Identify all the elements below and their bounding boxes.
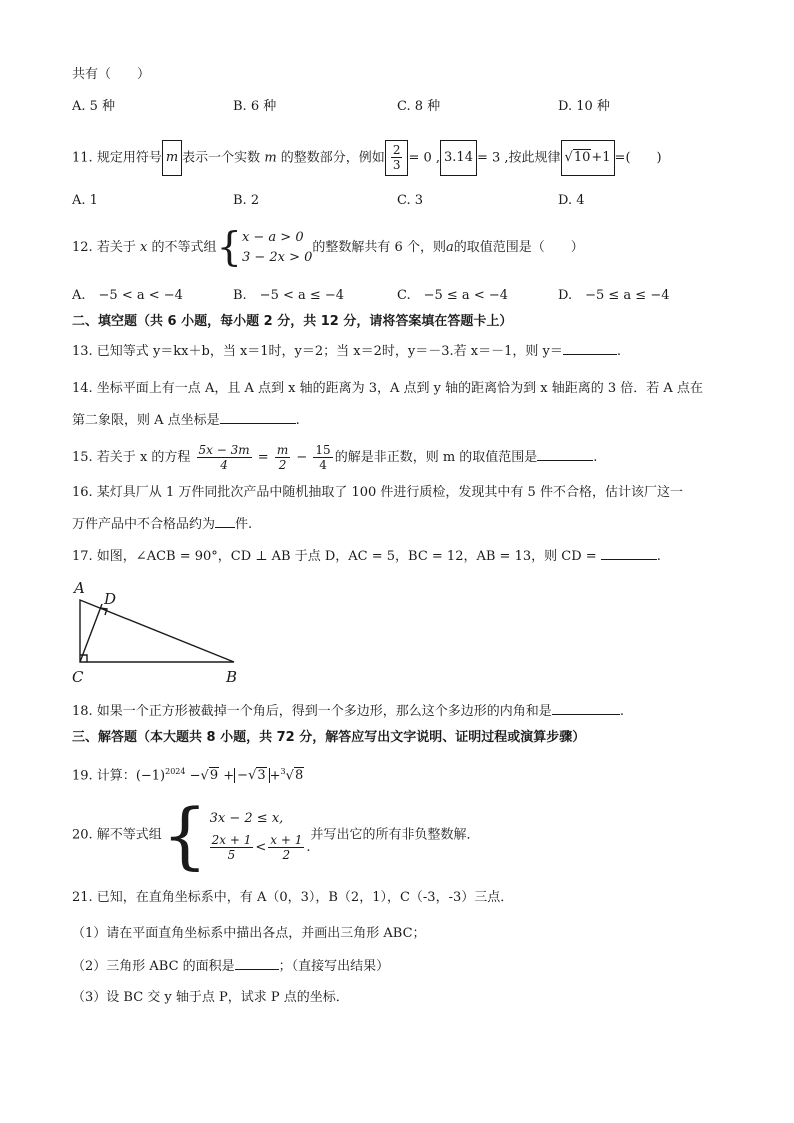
q17-stem: 17. 如图，∠ACB = 90°，CD ⊥ AB 于点 D，AC = 5，BC = 12，AB = 13，则 CD = — [72, 549, 597, 564]
q19-plus1: + — [223, 768, 235, 784]
q11-option-b: B. 2 — [233, 193, 260, 208]
q20-frac2-den: 2 — [282, 847, 291, 862]
q15-frac3-den: 4 — [319, 458, 327, 472]
q21-sub1: （1）请在平面直角坐标系中描出各点，并画出三角形 ABC； — [72, 926, 426, 941]
q19-plus2: + — [269, 768, 281, 784]
q21-answer-blank — [235, 957, 279, 970]
q19-exponent: 2024 — [165, 767, 186, 776]
q11-option-d: D. 4 — [558, 193, 585, 208]
q11-stem — [72, 140, 662, 176]
q20-frac1-num: 2x + 1 — [211, 832, 252, 847]
q15-frac1-den: 4 — [220, 458, 228, 472]
q12-system — [242, 228, 312, 268]
q20-ineq1: 3x − 2 ≤ x, — [209, 810, 284, 826]
q11-floor-fraction — [385, 140, 409, 176]
q11-option-c: C. 3 — [397, 193, 424, 208]
q11-text-a: 规定用符号 — [96, 150, 162, 166]
q12-text-a: 若关于 — [96, 240, 136, 255]
q12-x-var: x — [139, 240, 148, 255]
q16-stem: 万件产品中不合格品约为 — [72, 517, 216, 532]
q20-frac2-num: x + 1 — [270, 832, 303, 847]
altitude-cd — [80, 604, 102, 662]
q17-triangle-figure — [66, 576, 246, 686]
q17-answer-blank — [601, 547, 657, 560]
q15-text-b: 的解是非正数，则 m 的取值范围是 — [334, 450, 538, 465]
q12-text-b: 的不等式组 — [151, 240, 217, 255]
q11-option-a: A. 1 — [72, 193, 98, 208]
q10-option-c: C. 8 种 — [397, 99, 441, 114]
q20-system — [208, 809, 311, 862]
q19-cbrt-index: 3 — [280, 767, 286, 776]
q21-sub3: （3）设 BC 交 y 轴于点 P，试求 P 点的坐标． — [72, 990, 349, 1005]
q11-fraction-numerator: 2 — [392, 143, 401, 157]
q19-sqrt3: 3 — [257, 768, 266, 784]
q19-minus: − — [189, 768, 201, 784]
q11-floor-314: 3.14 — [440, 140, 477, 176]
q11-eq3: = 3 ,按此规律 — [476, 150, 561, 166]
q12-a-var: a — [445, 240, 454, 255]
q15-frac2-den: 2 — [278, 458, 287, 472]
q20-text — [72, 793, 480, 877]
q11-plus1: +1 — [591, 150, 611, 165]
q10-option-a: A. 5 种 — [72, 99, 116, 114]
q12-option-d: D. −5 ≤ a ≤ −4 — [558, 288, 670, 303]
q19-sqrt9: 9 — [209, 768, 219, 784]
q15-text-a: 15. 若关于 x 的方程 — [72, 450, 191, 465]
q15-end: . — [593, 450, 598, 465]
q15-equals: = — [257, 450, 269, 465]
q21-text: 21. 已知，在直角坐标系中，有 A（0，3），B（2，1），C（-3，-3）三点． — [72, 890, 514, 905]
q15-answer-blank — [537, 448, 593, 461]
q20-frac1-den: 5 — [227, 847, 236, 862]
q11-fraction-denominator: 3 — [392, 158, 401, 172]
q19-abs: −√3 — [234, 768, 269, 783]
q17-end: . — [656, 549, 661, 564]
q12-text-d: 的取值范围是（ ） — [453, 240, 584, 255]
q14-line2 — [72, 411, 300, 430]
q12-ineq1: x − a > 0 — [241, 229, 304, 245]
q13-end: . — [616, 344, 621, 359]
q11-text-c: 的整数部分，例如 — [280, 150, 385, 166]
q12-stem — [72, 226, 584, 270]
q15-frac3-num: 15 — [315, 443, 331, 457]
label-a: A — [74, 579, 85, 597]
q21-sub2 — [72, 957, 389, 976]
q20-tail: 并写出它的所有非负整数解． — [310, 827, 480, 843]
q13-stem: 13. 已知等式 y＝kx＋b，当 x＝1时，y＝2；当 x＝2时，y＝－3.若 x＝－1，则 y＝ — [72, 344, 563, 359]
q19-stem: 19. 计算： — [72, 768, 136, 784]
q20-brace: { — [161, 793, 208, 877]
q20-stem: 20. 解不等式组 — [72, 827, 162, 843]
q11-floor-root: √10+1 — [561, 140, 615, 176]
q12-option-a: A. −5 < a < −4 — [72, 288, 183, 303]
q11-m-var: m — [264, 150, 277, 166]
q20-lt: < — [255, 839, 267, 855]
q16-line1: 16. 某灯具厂从 1 万件同批次产品中随机抽取了 100 件进行质检，发现其中有 5 件不合格，估计该厂这一 — [72, 485, 683, 500]
q15-frac2-num: m — [276, 443, 289, 457]
q15-frac1-num: 5x − 3m — [198, 443, 250, 457]
q13-text — [72, 342, 621, 361]
q14-stem: 第二象限，则 A 点坐标是 — [72, 413, 220, 428]
label-d: D — [104, 590, 117, 608]
q19-text: 19. 计算：$(-1)^{2024} -√9 + -√3 +^3√8$ — [72, 767, 304, 784]
q16-line2 — [72, 515, 252, 534]
q14-end: . — [295, 413, 300, 428]
q11-root-value: 10 — [573, 150, 591, 165]
label-b: B — [226, 668, 238, 686]
q12-brace: { — [216, 224, 242, 271]
section2-heading: 二、填空题（共 6 小题，每小题 2 分，共 12 分，请将答案填在答题卡上） — [72, 314, 513, 329]
q12-option-b: B. −5 < a ≤ −4 — [233, 288, 345, 303]
q11-text-b: 表示一个实数 — [182, 150, 261, 166]
q19-abs-minus: − — [237, 768, 249, 784]
q15-minus: − — [296, 450, 308, 465]
q19-cbrt8: 8 — [294, 768, 304, 784]
q18-end: . — [619, 704, 624, 719]
q11-tail: =( ) — [614, 150, 662, 166]
q14-answer-blank — [220, 411, 296, 424]
q11-number: 11. — [72, 150, 93, 166]
q11-eq0: = 0 , — [408, 150, 441, 166]
q19-base: (−1) — [135, 768, 166, 784]
q21-sub2-tail: ；（直接写出结果） — [278, 959, 390, 974]
label-c: C — [72, 668, 84, 686]
q10-option-b: B. 6 种 — [233, 99, 277, 114]
section3-heading: 三、解答题（本大题共 8 小题，共 72 分，解答应写出文字说明、证明过程或演算步骤） — [72, 730, 586, 745]
q10-tail: 共有（ ） — [72, 67, 151, 82]
q18-stem: 18. 如果一个正方形被截掉一个角后，得到一个多边形，那么这个多边形的内角和是 — [72, 704, 552, 719]
q16-answer-blank — [215, 515, 235, 528]
q17-text — [72, 547, 661, 566]
q12-ineq2: 3 − 2x > 0 — [241, 249, 313, 265]
q12-number: 12. — [72, 240, 93, 255]
q15-text — [72, 440, 597, 476]
q14-line1: 14. 坐标平面上有一点 A，且 A 点到 x 轴的距离为 3，A 点到 y 轴的距离恰为到 x 轴距离的 3 倍．若 A 点在 — [72, 381, 703, 396]
triangle-abc — [80, 600, 234, 662]
q18-answer-blank — [552, 702, 620, 715]
q11-floor-m: m — [162, 140, 182, 176]
q21-sub2-stem: （2）三角形 ABC 的面积是 — [72, 959, 235, 974]
q18-text — [72, 702, 624, 721]
q13-answer-blank — [563, 342, 617, 355]
q10-option-d: D. 10 种 — [558, 99, 610, 114]
q20-dot: . — [306, 839, 311, 855]
q12-text-c: 的整数解共有 6 个，则 — [312, 240, 446, 255]
q16-end: 件. — [235, 517, 253, 532]
q12-option-c: C. −5 ≤ a < −4 — [397, 288, 509, 303]
